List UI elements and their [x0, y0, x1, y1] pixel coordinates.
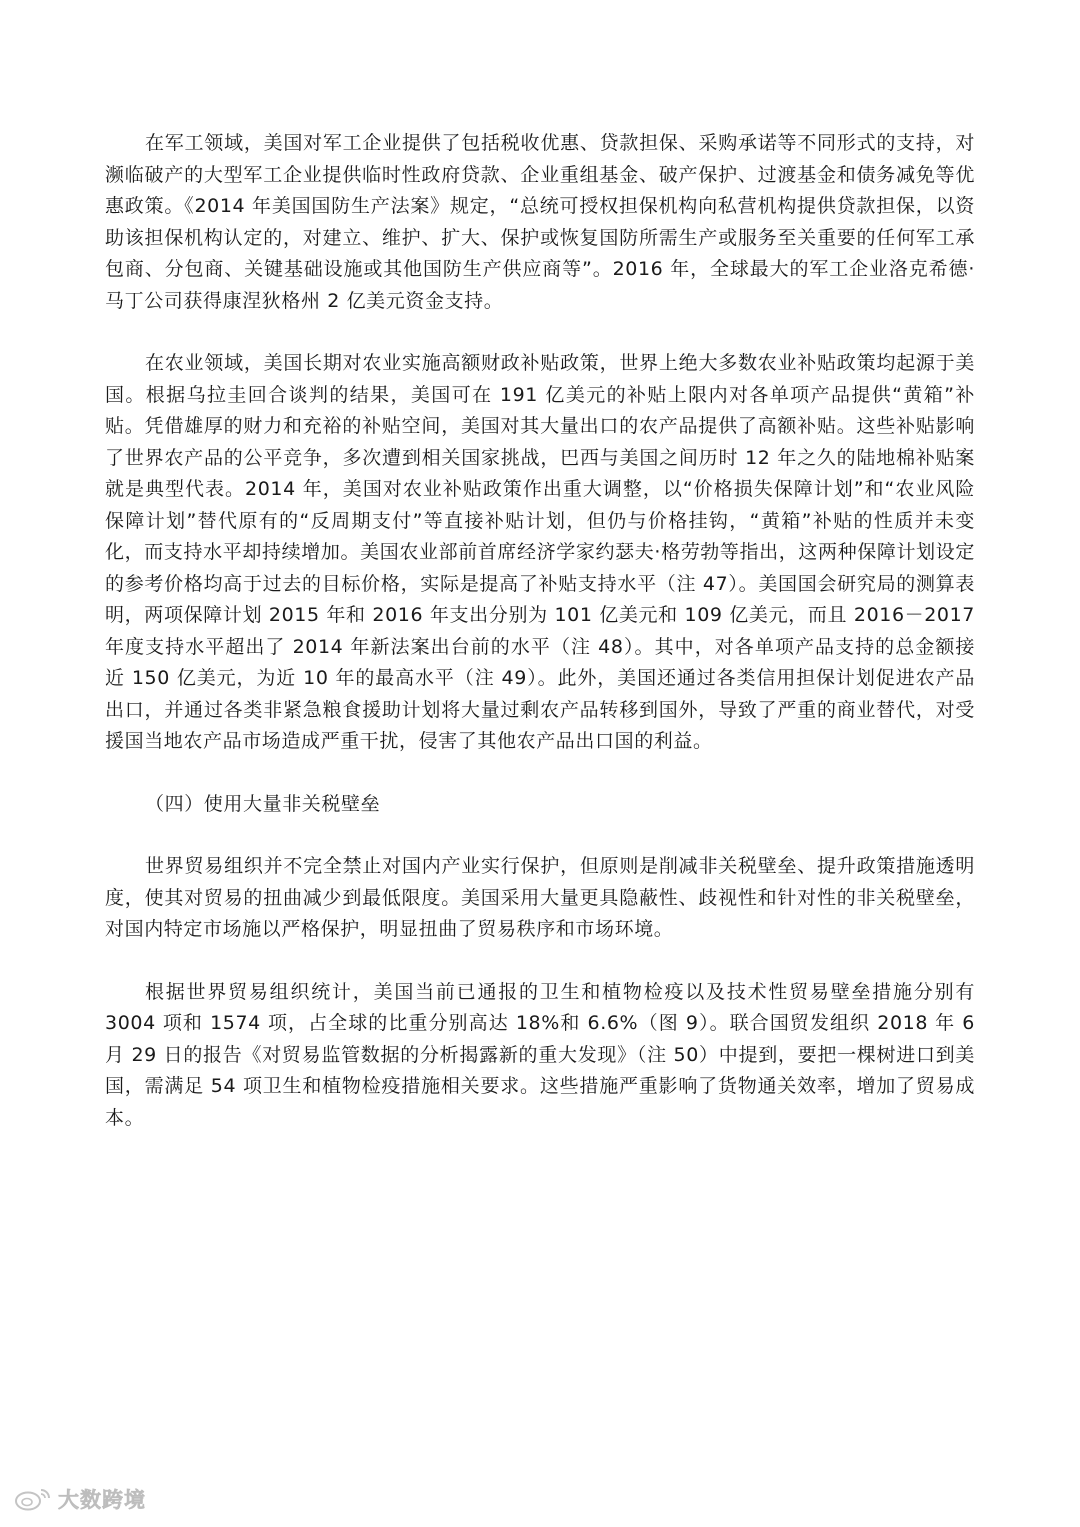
watermark-text: 大数跨境 — [58, 1488, 146, 1512]
paragraph-agriculture: 在农业领域，美国长期对农业实施高额财政补贴政策，世界上绝大多数农业补贴政策均起源于美国。根据乌拉圭回合谈判的结果，美国可在 191 亿美元的补贴上限内对各单项产品提供“黄箱”补贴。凭借雄厚的财力和充裕的补贴空间，美国对其大量出口的农产品提供了高额补贴。这些补贴影响了世界农产品的公平竞争，多次遭到相关国家挑战，巴西与美国之间历时 12 年之久的陆地棉补贴案就是典型代表。2014 年，美国对农业补贴政策作出重大调整，以“价格损失保障计划”和“农业风险保障计划”替代原有的“反周期支付”等直接补贴计划，但仍与价格挂钩，“黄箱”补贴的性质并未变化，而支持水平却持续增加。美国农业部前首席经济学家约瑟夫·格劳勃等指出，这两种保障计划设定的参考价格均高于过去的目标价格，实际是提高了补贴支持水平（注 47）。美国国会研究局的测算表明，两项保障计划 2015 年和 2016 年支出分别为 101 亿美元和 109 亿美元，而且 2016－2017 年度支持水平超出了 2014 年新法案出台前的水平（注 48）。其中，对各单项产品支持的总金额接近 150 亿美元，为近 10 年的最高水平（注 49）。此外，美国还通过各类信用担保计划促进农产品出口，并通过各类非紧急粮食援助计划将大量过剩农产品转移到国外，导致了严重的商业替代，对受援国当地农产品市场造成严重干扰，侵害了其他农产品出口国的利益。 — [105, 352, 975, 752]
section-heading: （四）使用大量非关税壁垒 — [145, 792, 381, 815]
watermark — [14, 1484, 146, 1514]
weibo-logo-icon — [14, 1486, 54, 1512]
paragraph-wto-principle: 世界贸易组织并不完全禁止对国内产业实行保护，但原则是削减非关税壁垒、提升政策措施透明度，使其对贸易的扭曲减少到最低限度。美国采用大量更具隐蔽性、歧视性和针对性的非关税壁垒，对国内特定市场施以严格保护，明显扭曲了贸易秩序和市场环境。 — [105, 855, 975, 940]
paragraph-military: 在军工领域，美国对军工企业提供了包括税收优惠、贷款担保、采购承诺等不同形式的支持，对濒临破产的大型军工企业提供临时性政府贷款、企业重组基金、破产保护、过渡基金和债务减免等优惠政策。《2014 年美国国防生产法案》规定，“总统可授权担保机构向私营机构提供贷款担保，以资助该担保机构认定的，对建立、维护、扩大、保护或恢复国防所需生产或服务至关重要的任何军工承包商、分包商、关键基础设施或其他国防生产供应商等”。2016 年，全球最大的军工企业洛克希德·马丁公司获得康涅狄格州 2 亿美元资金支持。 — [105, 132, 975, 312]
document-page — [105, 128, 975, 1165]
paragraph-wto-statistics: 根据世界贸易组织统计，美国当前已通报的卫生和植物检疫以及技术性贸易壁垒措施分别有 3004 项和 1574 项，占全球的比重分别高达 18%和 6.6%（图 9）。联合国贸发组织 2018 年 6 月 29 日的报告《对贸易监管数据的分析揭露新的重大发现》（注 50）中提到，要把一棵树进口到美国，需满足 54 项卫生和植物检疫措施相关要求。这些措施严重影响了货物通关效率，增加了贸易成本。 — [105, 980, 975, 1129]
